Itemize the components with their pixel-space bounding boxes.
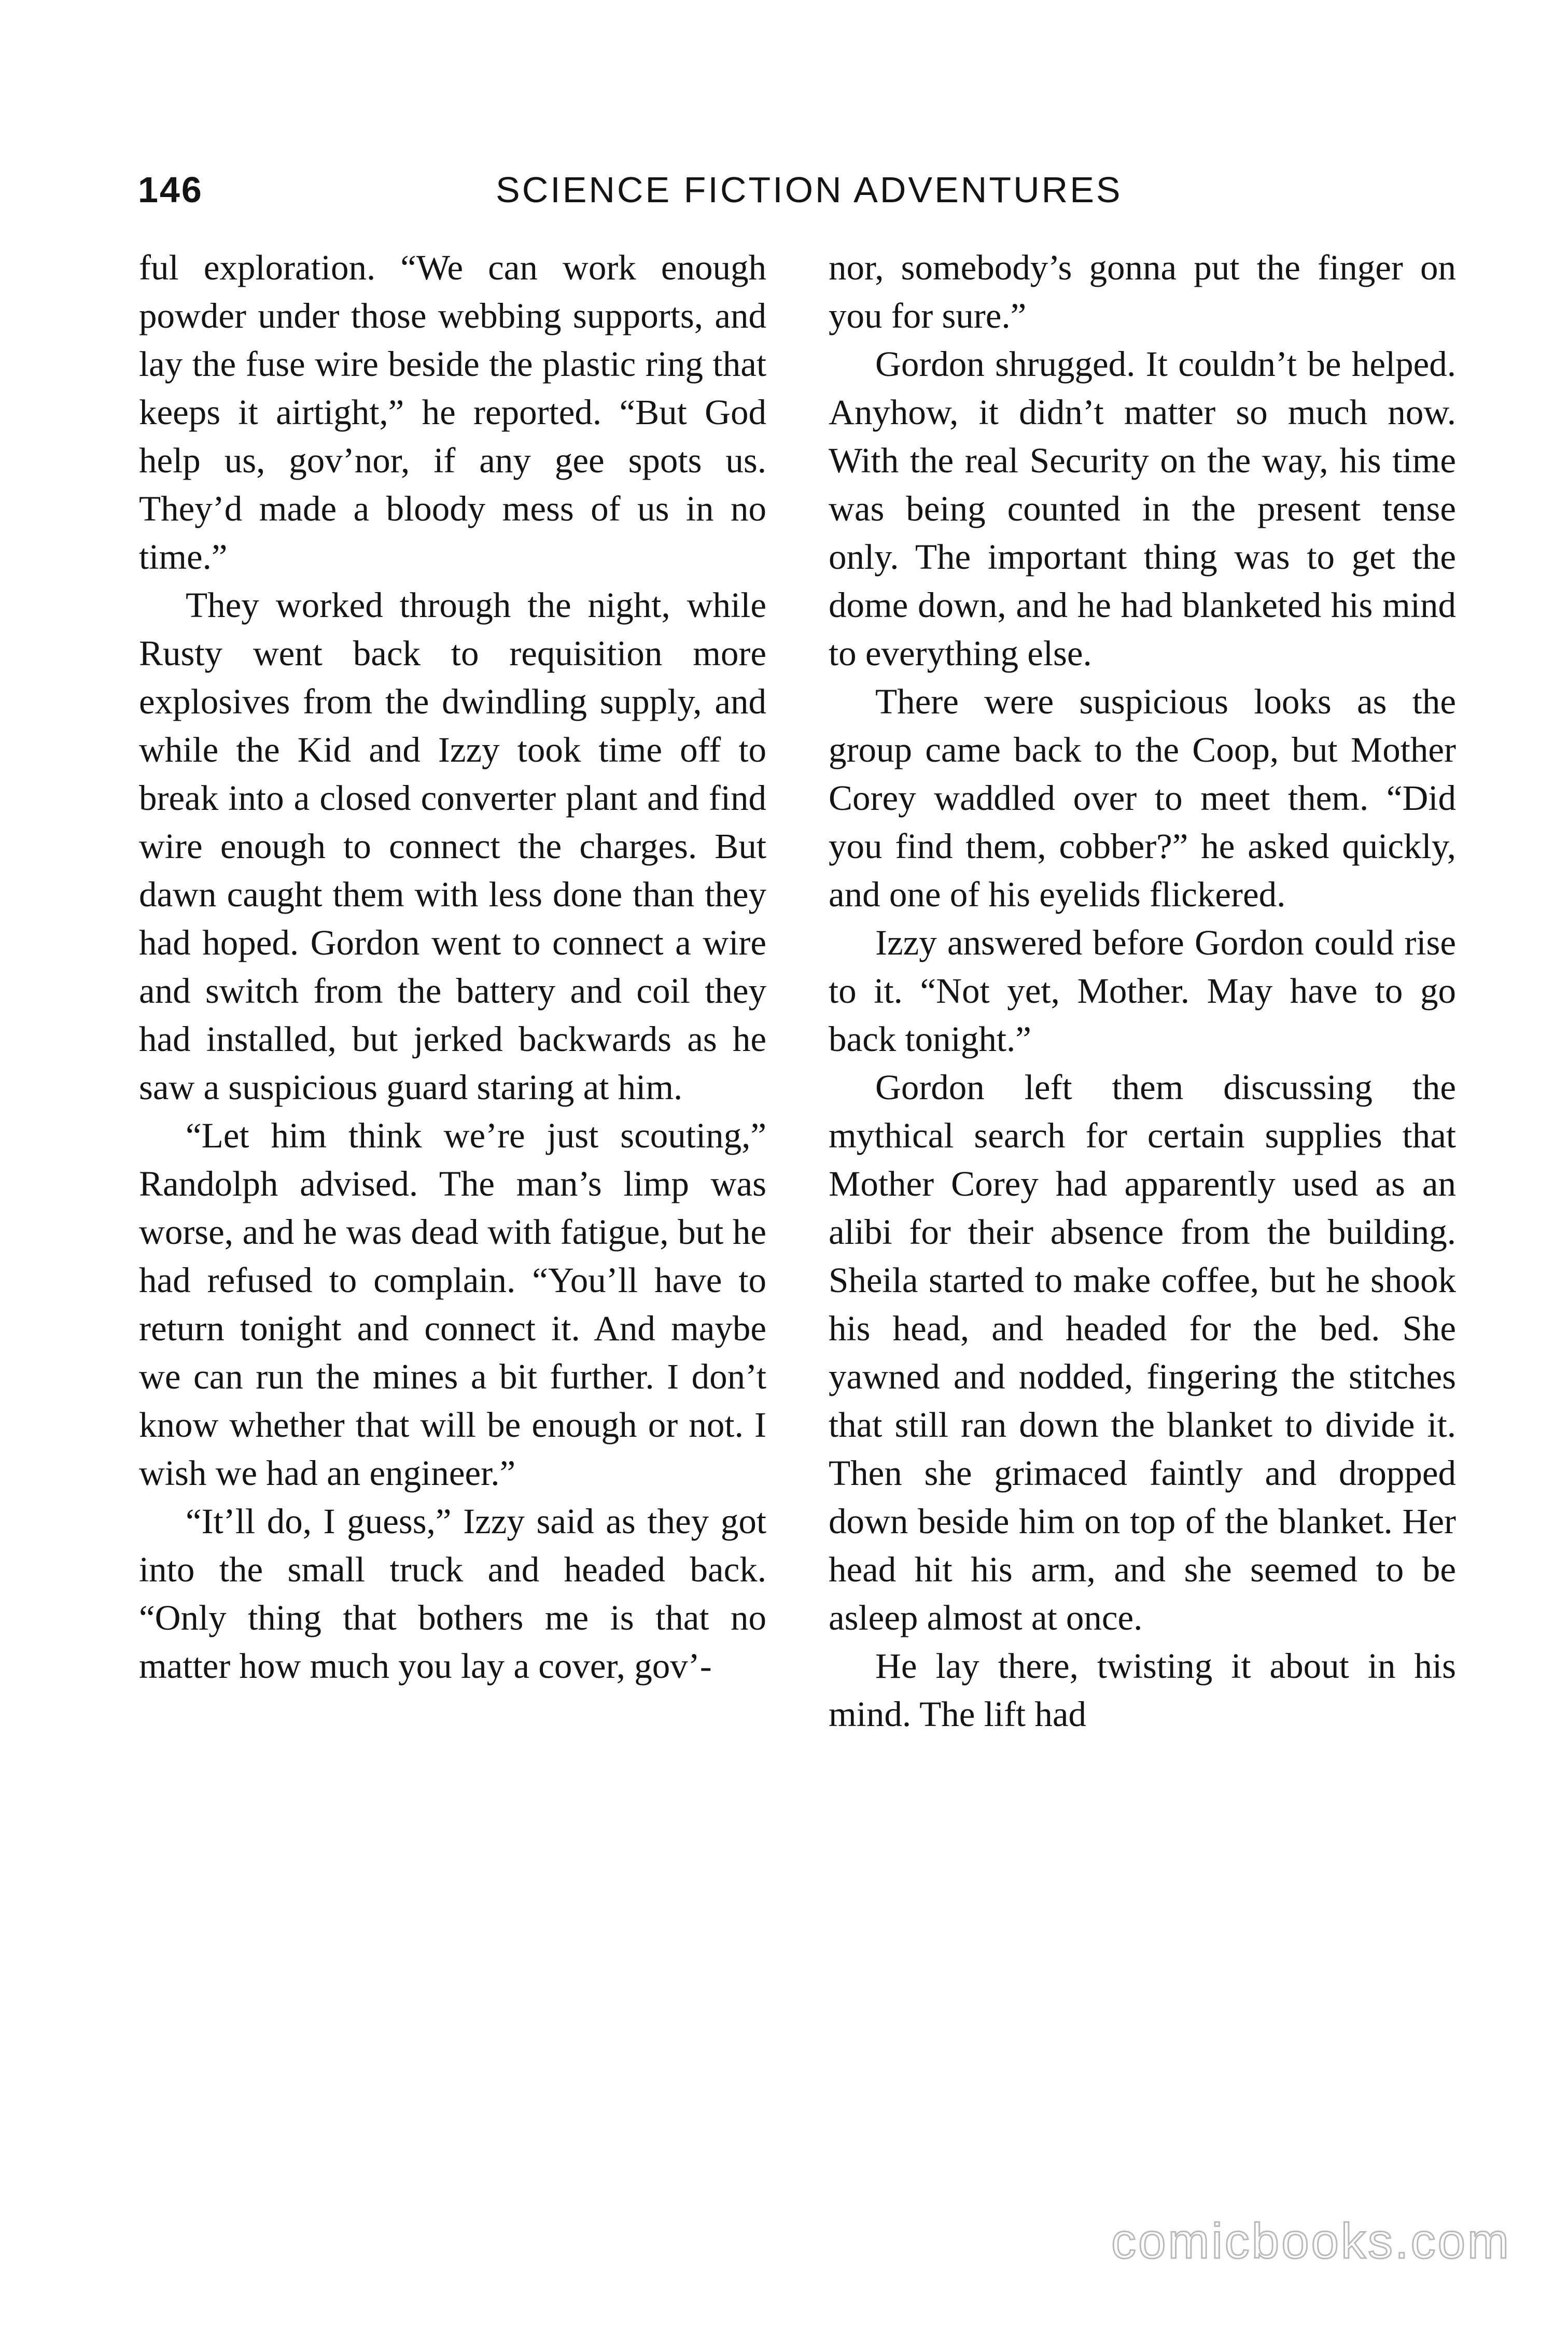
paragraph: He lay there, twisting it about in his mind. The lift had [829,1646,1456,1734]
right-column [829,244,1456,1739]
paragraph: ful exploration. “We can work enough powder under those webbing supports, and lay the fuse wire beside the plastic ring that keeps it airtight,” he reported. “But God help us, gov’nor, if any gee spots us. They’d made a bloody mess of us in no time.” [139,248,766,577]
page-number: 146 [138,170,203,210]
paragraph: Izzy answered before Gordon could rise to it. “Not yet, Mother. May have to go back tonight.” [829,923,1456,1059]
paragraph: “Let him think we’re just scouting,” Randolph advised. The man’s limp was worse, and he was dead with fatigue, but he had refused to complain. “You’ll have to return tonight and connect it. And maybe we can run the mines a bit further. I don’t know whether that will be enough or not. I wish we had an engineer.” [139,1116,766,1493]
paragraph: There were suspicious looks as the group came back to the Coop, but Mother Corey waddled over to meet them. “Did you find them, cobber?” he asked quickly, and one of his eyelids flickered. [829,682,1456,914]
paragraph: Gordon shrugged. It couldn’t be helped. Anyhow, it didn’t matter so much now. With the real Security on the way, his time was being counted in the present tense only. The important thing was to get the dome down, and he had blanketed his mind to everything else. [829,344,1456,673]
left-column [139,244,766,1690]
paragraph: Gordon left them discussing the mythical search for certain supplies that Mother Corey had apparently used as an alibi for their absence from the building. Sheila started to make coffee, but he shook his head, and headed for the bed. She yawned and nodded, fingering the stitches that still ran down the blanket to divide it. Then she grimaced faintly and dropped down beside him on top of the blanket. Her head hit his arm, and she seemed to be asleep almost at once. [829,1068,1456,1637]
page-header [138,169,1455,221]
paragraph: They worked through the night, while Rusty went back to requisition more explosives from the dwindling supply, and while the Kid and Izzy took time off to break into a closed converter plant and find wire enough to connect the charges. But dawn caught them with less done than they had hoped. Gordon went to connect a wire and switch from the battery and coil they had installed, but jerked backwards as he saw a suspicious guard staring at him. [139,585,766,1107]
paragraph: “It’ll do, I guess,” Izzy said as they got into the small truck and headed back. “Only thing that bothers me is that no matter how much you lay a cover, gov’- [139,1502,766,1686]
running-title: SCIENCE FICTION ADVENTURES [496,170,1123,210]
watermark: comicbooks.com [1111,2213,1511,2269]
paragraph: nor, somebody’s gonna put the finger on you for sure.” [829,248,1456,335]
